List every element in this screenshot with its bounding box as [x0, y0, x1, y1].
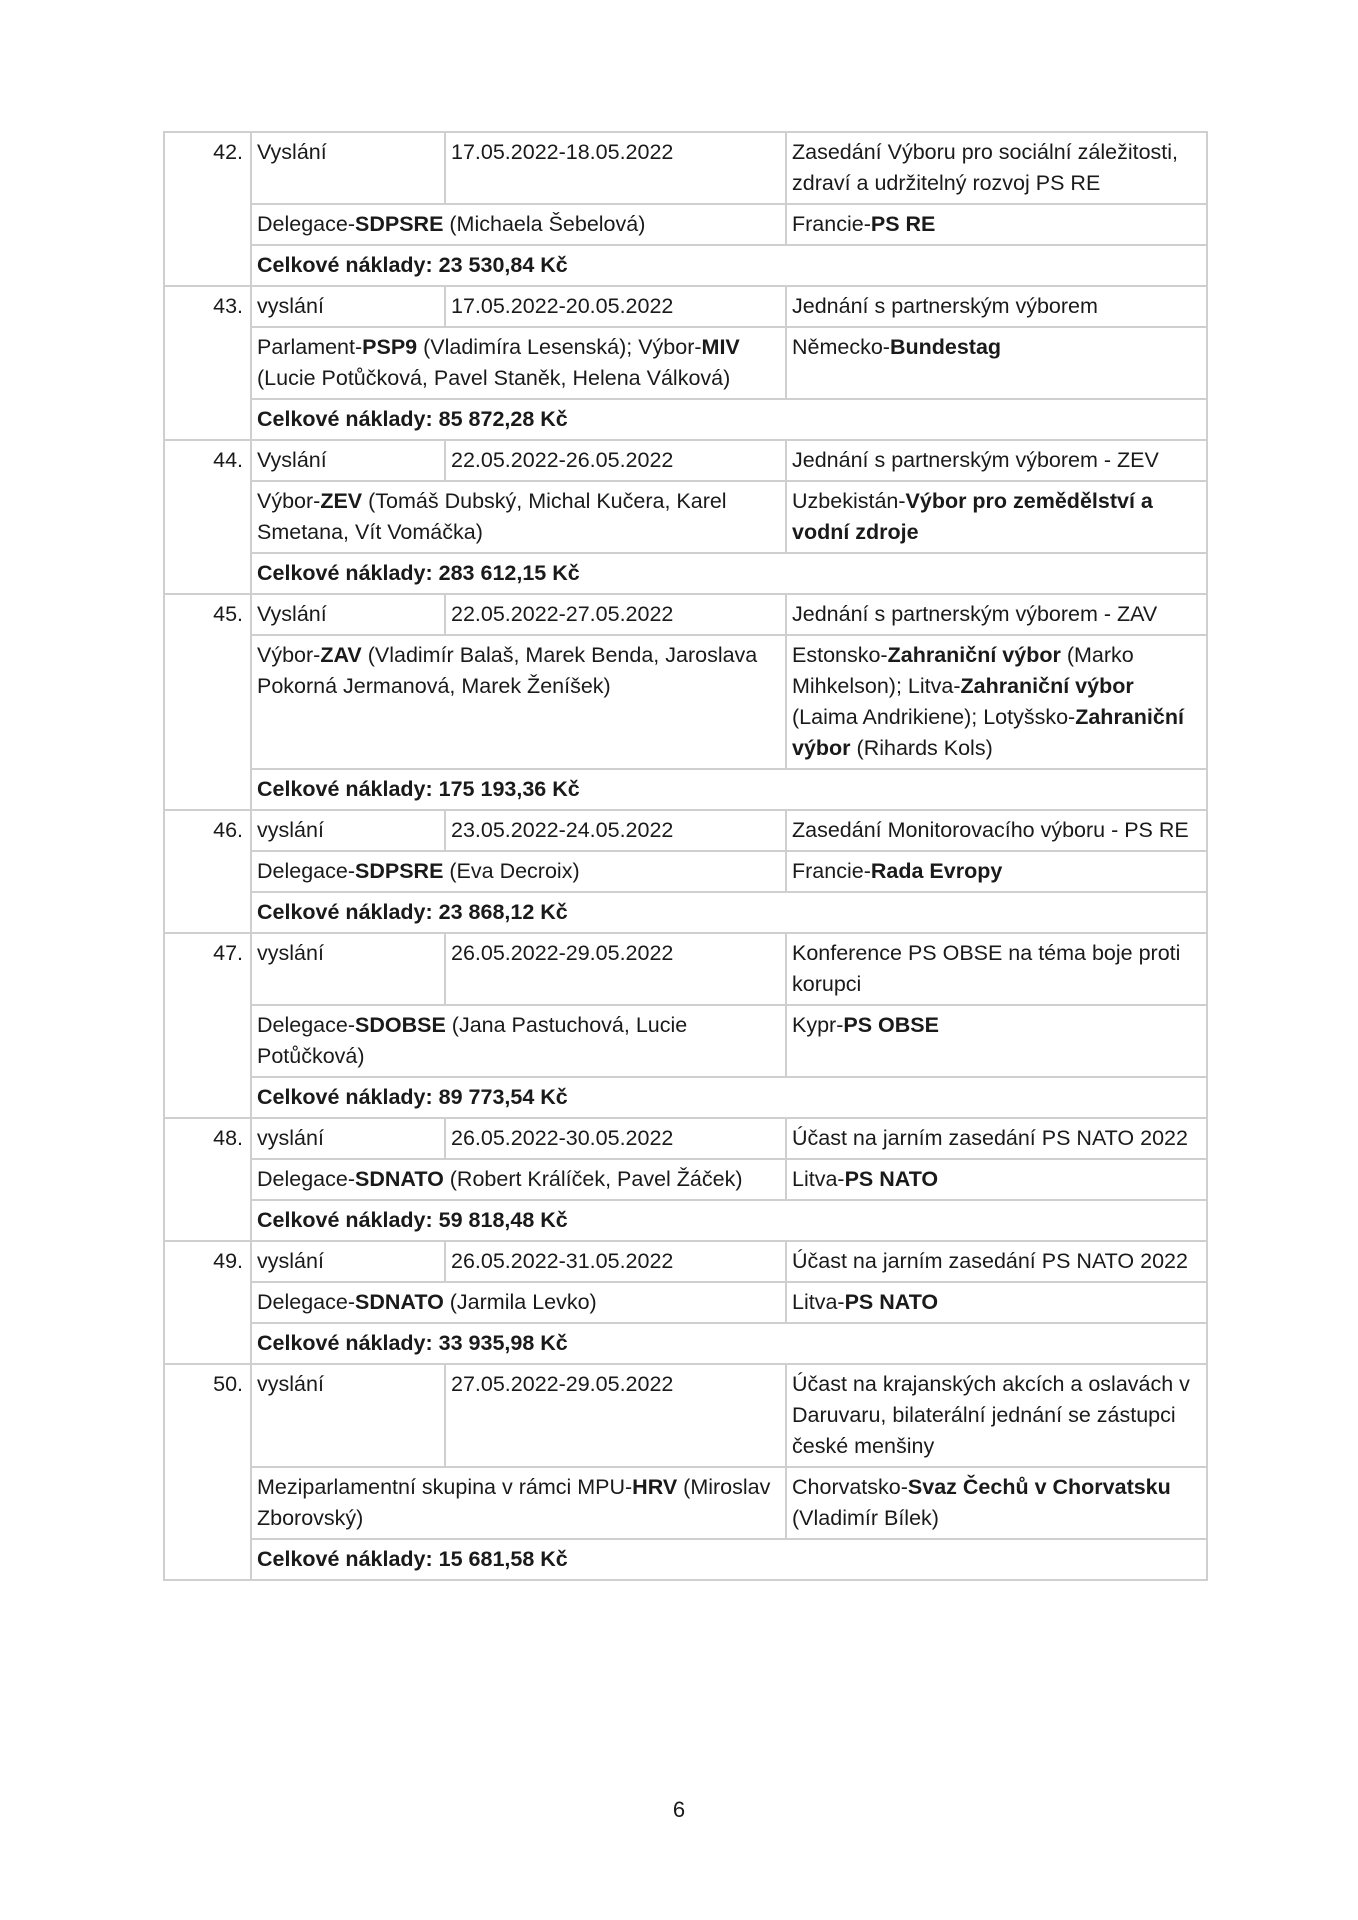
trip-cost-row	[164, 769, 1207, 810]
trip-total-cost: Celkové náklady: 23 530,84 Kč	[251, 245, 1207, 286]
trip-participants	[251, 1467, 786, 1539]
destination-body: PS OBSE	[843, 1013, 939, 1037]
participant-group-prefix: Delegace-	[257, 212, 355, 236]
trip-total-cost: Celkové náklady: 175 193,36 Kč	[251, 769, 1207, 810]
destination-body: Zahraniční výbor	[960, 674, 1134, 698]
participant-group-prefix: Delegace-	[257, 859, 355, 883]
participant-group-code: ZAV	[320, 643, 362, 667]
trip-header-row	[164, 132, 1207, 204]
trip-cost-row	[164, 399, 1207, 440]
trip-type: Vyslání	[251, 594, 445, 635]
trip-total-cost: Celkové náklady: 33 935,98 Kč	[251, 1323, 1207, 1364]
trip-dates: 17.05.2022-18.05.2022	[445, 132, 786, 204]
trip-header-row	[164, 1364, 1207, 1467]
participant-group-code: SDNATO	[355, 1290, 444, 1314]
trip-number: 45.	[164, 594, 251, 810]
trip-total-cost: Celkové náklady: 283 612,15 Kč	[251, 553, 1207, 594]
trip-type: vyslání	[251, 1364, 445, 1467]
trip-header-row	[164, 810, 1207, 851]
trip-detail-row	[164, 481, 1207, 553]
trip-type: Vyslání	[251, 440, 445, 481]
trip-description: Zasedání Monitorovacího výboru - PS RE	[786, 810, 1207, 851]
trip-cost-row	[164, 892, 1207, 933]
trips-table-body	[164, 132, 1207, 1580]
trip-description: Zasedání Výboru pro sociální záležitosti, zdraví a udržitelný rozvoj PS RE	[786, 132, 1207, 204]
participant-names: (Tomáš Dubský, Michal Kučera, Karel Smetana, Vít Vomáčka)	[257, 489, 727, 544]
trip-total-cost: Celkové náklady: 85 872,28 Kč	[251, 399, 1207, 440]
trip-cost-row	[164, 1323, 1207, 1364]
trip-participants	[251, 327, 786, 399]
trip-dates: 26.05.2022-29.05.2022	[445, 933, 786, 1005]
trip-header-row	[164, 1118, 1207, 1159]
trip-participants	[251, 1282, 786, 1323]
trip-destination	[786, 481, 1207, 553]
trip-type: vyslání	[251, 286, 445, 327]
trip-description: Jednání s partnerským výborem - ZAV	[786, 594, 1207, 635]
participant-names: (Vladimír Balaš, Marek Benda, Jaroslava Pokorná Jermanová, Marek Ženíšek)	[257, 643, 758, 698]
destination-text: (Vladimír Bílek)	[792, 1506, 939, 1530]
trip-total-cost: Celkové náklady: 23 868,12 Kč	[251, 892, 1207, 933]
trip-type: vyslání	[251, 1118, 445, 1159]
participant-names: (Miroslav Zborovský)	[257, 1475, 771, 1530]
participant-group-code: SDPSRE	[355, 212, 444, 236]
participant-group-prefix: Delegace-	[257, 1167, 355, 1191]
trip-participants	[251, 1159, 786, 1200]
trip-detail-row	[164, 851, 1207, 892]
trip-header-row	[164, 286, 1207, 327]
trip-header-row	[164, 440, 1207, 481]
participant-group-code: ZEV	[320, 489, 363, 513]
trip-participants	[251, 635, 786, 769]
destination-body: Výbor pro zemědělství a vodní zdroje	[792, 489, 1153, 544]
trip-header-row	[164, 594, 1207, 635]
trip-detail-row	[164, 1282, 1207, 1323]
trip-destination	[786, 204, 1207, 245]
destination-text: Litva-	[792, 1290, 845, 1314]
trip-cost-row	[164, 245, 1207, 286]
destination-text: (Rihards Kols)	[850, 736, 993, 760]
trip-number: 42.	[164, 132, 251, 286]
destination-body: Rada Evropy	[870, 859, 1003, 883]
participant-names: (Michaela Šebelová)	[443, 212, 646, 236]
trip-participants	[251, 851, 786, 892]
trip-dates: 26.05.2022-30.05.2022	[445, 1118, 786, 1159]
participant-group-code: SDNATO	[355, 1167, 444, 1191]
trip-type: vyslání	[251, 1241, 445, 1282]
trip-detail-row	[164, 1159, 1207, 1200]
participant-group-prefix: Výbor-	[638, 335, 702, 359]
trip-description: Účast na jarním zasedání PS NATO 2022	[786, 1118, 1207, 1159]
trip-dates: 23.05.2022-24.05.2022	[445, 810, 786, 851]
participant-group-code: SDOBSE	[355, 1013, 446, 1037]
trip-type: vyslání	[251, 933, 445, 1005]
destination-text: Francie-	[792, 212, 871, 236]
participant-group-code: MIV	[701, 335, 740, 359]
participant-names: (Lucie Potůčková, Pavel Staněk, Helena Válková)	[257, 366, 731, 390]
trip-detail-row	[164, 327, 1207, 399]
trip-detail-row	[164, 635, 1207, 769]
participant-group-code: HRV	[632, 1475, 678, 1499]
destination-body: PS NATO	[844, 1290, 939, 1314]
trip-destination	[786, 1467, 1207, 1539]
destination-text: Uzbekistán-	[792, 489, 906, 513]
trip-header-row	[164, 1241, 1207, 1282]
participant-group-prefix: Delegace-	[257, 1013, 355, 1037]
participant-group-prefix: Delegace-	[257, 1290, 355, 1314]
trip-destination	[786, 635, 1207, 769]
participant-names: (Vladimíra Lesenská);	[417, 335, 639, 359]
trip-type: Vyslání	[251, 132, 445, 204]
participant-group-code: SDPSRE	[355, 859, 444, 883]
trip-total-cost: Celkové náklady: 59 818,48 Kč	[251, 1200, 1207, 1241]
trip-participants	[251, 204, 786, 245]
destination-body: Zahraniční výbor	[792, 705, 1184, 760]
page-number: 6	[672, 1797, 686, 1822]
destination-text: Estonsko-	[792, 643, 888, 667]
trip-participants	[251, 1005, 786, 1077]
destination-body: Svaz Čechů v Chorvatsku	[907, 1475, 1171, 1499]
destination-text: Chorvatsko-	[792, 1475, 908, 1499]
destination-text: Kypr-	[792, 1013, 844, 1037]
trip-number: 46.	[164, 810, 251, 933]
trip-description: Jednání s partnerským výborem	[786, 286, 1207, 327]
trip-cost-row	[164, 1077, 1207, 1118]
destination-body: PS NATO	[844, 1167, 939, 1191]
destination-body: Zahraniční výbor	[887, 643, 1061, 667]
trip-destination	[786, 1159, 1207, 1200]
trip-description: Účast na jarním zasedání PS NATO 2022	[786, 1241, 1207, 1282]
trip-detail-row	[164, 1005, 1207, 1077]
destination-body: Bundestag	[889, 335, 1002, 359]
trip-dates: 22.05.2022-26.05.2022	[445, 440, 786, 481]
trip-destination	[786, 851, 1207, 892]
trips-table	[163, 131, 1208, 1581]
participant-names: (Jarmila Levko)	[443, 1290, 597, 1314]
destination-text: Francie-	[792, 859, 871, 883]
trip-description: Jednání s partnerským výborem - ZEV	[786, 440, 1207, 481]
trip-number: 44.	[164, 440, 251, 594]
trip-participants	[251, 481, 786, 553]
trip-header-row	[164, 933, 1207, 1005]
trip-cost-row	[164, 1539, 1207, 1580]
trip-number: 48.	[164, 1118, 251, 1241]
participant-group-prefix: Parlament-	[257, 335, 363, 359]
trip-number: 43.	[164, 286, 251, 440]
participant-group-prefix: Meziparlamentní skupina v rámci MPU-	[257, 1475, 633, 1499]
participant-names: (Robert Králíček, Pavel Žáček)	[443, 1167, 743, 1191]
trip-type: vyslání	[251, 810, 445, 851]
participant-group-prefix: Výbor-	[257, 489, 321, 513]
trip-number: 47.	[164, 933, 251, 1118]
trip-destination	[786, 327, 1207, 399]
participant-names: (Jana Pastuchová, Lucie Potůčková)	[257, 1013, 688, 1068]
trip-dates: 22.05.2022-27.05.2022	[445, 594, 786, 635]
trip-cost-row	[164, 1200, 1207, 1241]
trip-cost-row	[164, 553, 1207, 594]
trip-description: Konference PS OBSE na téma boje proti korupci	[786, 933, 1207, 1005]
trip-total-cost: Celkové náklady: 89 773,54 Kč	[251, 1077, 1207, 1118]
trip-dates: 27.05.2022-29.05.2022	[445, 1364, 786, 1467]
destination-text: (Marko Mihkelson); Litva-	[792, 643, 1134, 698]
trip-detail-row	[164, 204, 1207, 245]
trip-number: 49.	[164, 1241, 251, 1364]
trip-total-cost: Celkové náklady: 15 681,58 Kč	[251, 1539, 1207, 1580]
trip-destination	[786, 1282, 1207, 1323]
trip-number: 50.	[164, 1364, 251, 1580]
trip-dates: 26.05.2022-31.05.2022	[445, 1241, 786, 1282]
participant-group-prefix: Výbor-	[257, 643, 321, 667]
participant-names: (Eva Decroix)	[443, 859, 580, 883]
participant-group-code: PSP9	[362, 335, 418, 359]
destination-text: (Laima Andrikiene); Lotyšsko-	[792, 705, 1076, 729]
destination-body: PS RE	[870, 212, 936, 236]
destination-text: Litva-	[792, 1167, 845, 1191]
trip-detail-row	[164, 1467, 1207, 1539]
trip-dates: 17.05.2022-20.05.2022	[445, 286, 786, 327]
destination-text: Německo-	[792, 335, 890, 359]
trip-description: Účast na krajanských akcích a oslavách v Daruvaru, bilaterální jednání se zástupci české menšiny	[786, 1364, 1207, 1467]
trip-destination	[786, 1005, 1207, 1077]
